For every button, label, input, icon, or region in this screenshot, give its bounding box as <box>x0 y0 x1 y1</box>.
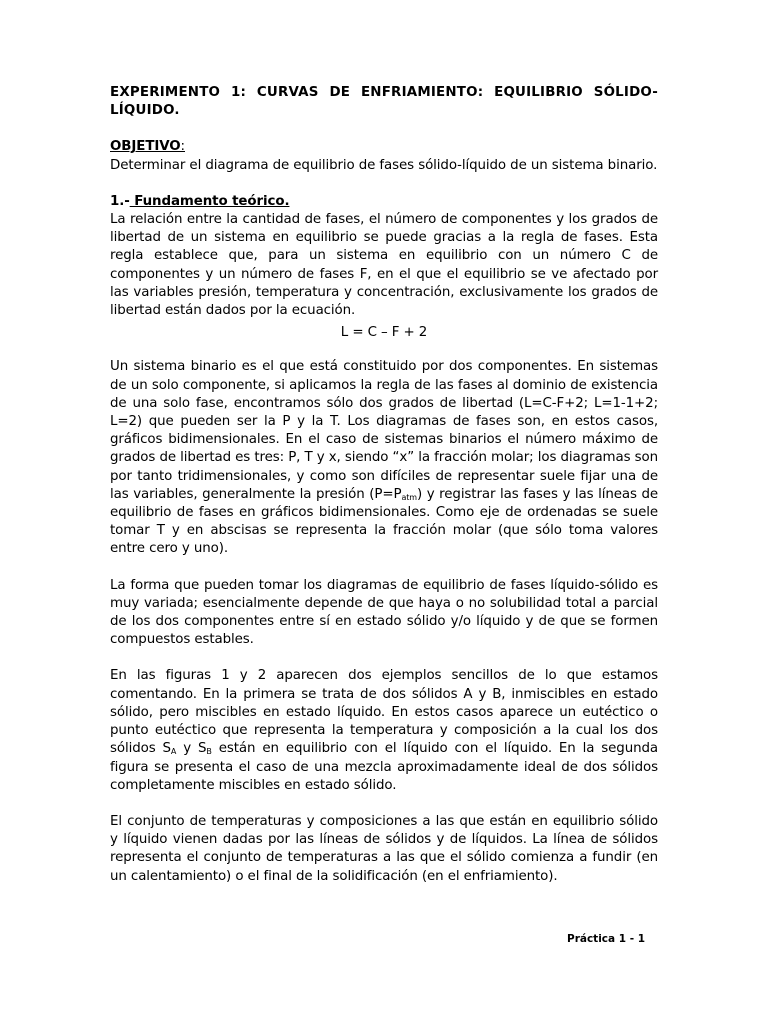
solid-a-subscript: A <box>170 747 177 757</box>
objective-heading-text: OBJETIVO <box>110 139 181 155</box>
page-footer: Práctica 1 - 1 <box>567 933 646 945</box>
experiment-title: EXPERIMENTO 1: CURVAS DE ENFRIAMIENTO: EQUILIBRIO SÓLIDO-LÍQUIDO. <box>110 85 658 119</box>
paragraph-figures-mid: y S <box>176 741 207 757</box>
paragraph-figures <box>110 667 658 794</box>
section-title: Fundamento teórico. <box>129 193 290 209</box>
paragraph-figures-part1: En las figuras 1 y 2 aparecen dos ejemplos sencillos de lo que estamos comentando. En la primera se trata de dos sólidos A y B, inmiscibles en estado sólido, pero miscibles en estado líquido. En estos casos aparece un eutéctico o punto eutéctico que representa la temperatura y composición a la cual los dos sólidos S <box>110 668 658 757</box>
section-heading <box>110 193 658 211</box>
pressure-subscript: atm <box>401 492 417 502</box>
paragraph-binary-system <box>110 358 658 558</box>
paragraph-figures-part2: están en equilibrio con el líquido con el líquido. En la segunda figura se presenta el caso de una mezcla aproximadamente ideal de dos sólidos completamente miscibles en estado sólido. <box>110 741 658 793</box>
paragraph-binary-part2: ) y registrar las fases y las líneas de equilibrio de fases en gráficos bidimensionales. Como eje de ordenadas se suele tomar T y en abscisas se representa la fracción molar (que sólo toma valores entre cero y uno). <box>110 486 658 557</box>
paragraph-binary-part1: Un sistema binario es el que está constituido por dos componentes. En sistemas de un solo componente, si aplicamos la regla de las fases al dominio de existencia de una solo fase, encontramos sólo dos grados de libertad (L=C-F+2; L=1-1+2; L=2) que pueden ser la P y la T. Los diagramas de fases son, en estos casos, gráficos bidimensionales. En el caso de sistemas binarios el número máximo de grados de libertad es tres: P, T y x, siendo “x” la fracción molar; los diagramas son por tanto tridimensionales, y como son difíciles de representar suele fijar una de las variables, generalmente la presión (P=P <box>110 359 658 502</box>
objective-heading <box>110 138 658 156</box>
paragraph-phase-rule: La relación entre la cantidad de fases, el número de componentes y los grados de libertad de un sistema en equilibrio se puede gracias a la regla de fases. Esta regla establece que, para un sistema en equilibrio con un número C de componentes y un número de fases F, en el que el equilibrio se ve afectado por las variables presión, temperatura y concentración, exclusivamente los grados de libertad están dados por la ecuación. <box>110 212 658 319</box>
objective-text: Determinar el diagrama de equilibrio de fases sólido-líquido de un sistema binario. <box>110 157 658 173</box>
paragraph-diagram-forms: La forma que pueden tomar los diagramas de equilibrio de fases líquido-sólido es muy variada; esencialmente depende de que haya o no solubilidad total a parcial de los dos componentes entre sí en estado sólido y/o líquido y de que se formen compuestos estables. <box>110 577 658 648</box>
paragraph-solidus-liquidus: El conjunto de temperaturas y composiciones a las que están en equilibrio sólido y líquido vienen dadas por las líneas de sólidos y de líquidos. La línea de sólidos representa el conjunto de temperaturas a las que el sólido comienza a fundir (en un calentamiento) o el final de la solidificación (en el enfriamiento). <box>110 813 658 884</box>
solid-b-subscript: B <box>206 747 212 757</box>
document-page <box>110 84 658 886</box>
section-number: 1.- <box>110 193 130 209</box>
objective-heading-colon: : <box>180 139 185 155</box>
phase-rule-equation: L = C – F + 2 <box>340 325 428 341</box>
